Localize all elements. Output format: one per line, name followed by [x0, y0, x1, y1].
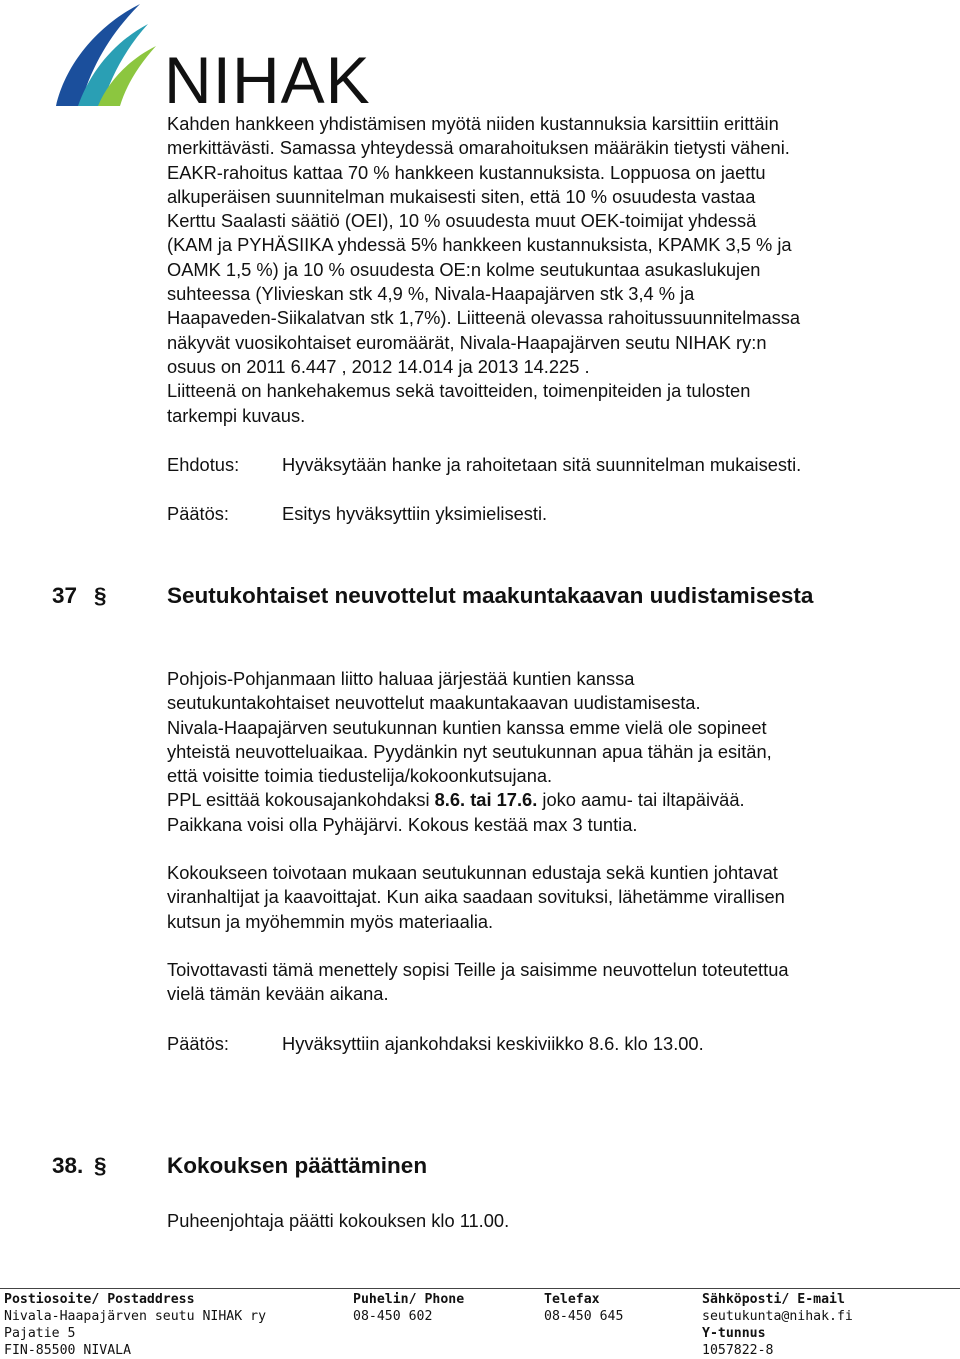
business-id-header: Y-tunnus [702, 1326, 766, 1341]
text-line: Puheenjohtaja päätti kokouksen klo 11.00. [167, 1210, 510, 1231]
text-line: viranhaltijat ja kaavoittajat. Kun aika saadaan sovituksi, lähetämme virallisen [167, 886, 785, 908]
address-header: Postiosoite/ Postaddress [4, 1292, 195, 1307]
text-line: että voisitte toimia tiedustelija/kokoonkutsujana. [167, 765, 553, 787]
text-line: merkittävästi. Samassa yhteydessä omarahoituksen määräkin tietysti väheni. [167, 137, 790, 159]
proposal-row [167, 453, 801, 477]
phone-header: Puhelin/ Phone [353, 1292, 465, 1307]
section-number: 38. [52, 1153, 84, 1178]
address-line: Nivala-Haapajärven seutu NIHAK ry [4, 1309, 267, 1324]
decision-label: Päätös: [167, 1033, 229, 1054]
footer-email [702, 1291, 853, 1359]
text-line: yhteistä neuvotteluaikaa. Pyydänkin nyt seutukunnan apua tähän ja esitän, [167, 740, 772, 762]
ppl-date-1: 8.6. [434, 789, 466, 811]
text-line: osuus on 2011 6.447 , 2012 14.014 ja 2013 14.225 . [167, 355, 590, 377]
proposal-text: Hyväksytään hanke ja rahoitetaan sitä suunnitelman mukaisesti. [282, 454, 802, 475]
footer-address [4, 1291, 266, 1359]
item37-paragraph-3 [167, 958, 907, 1007]
ppl-or: tai [465, 789, 497, 811]
fax-value: 08-450 645 [544, 1309, 624, 1324]
footer-divider [0, 1288, 960, 1289]
text-line: OAMK 1,5 %) ja 10 % osuudesta OE:n kolme seutukuntaa asukaslukujen [167, 258, 761, 280]
footer-fax [544, 1291, 623, 1325]
email-header: Sähköposti/ E-mail [702, 1292, 845, 1307]
section-number: 37 [52, 583, 78, 608]
decision-text: Hyväksyttiin ajankohdaksi keskiviikko 8.6. klo 13.00. [282, 1033, 704, 1054]
fax-header: Telefax [544, 1292, 600, 1307]
section-title: Kokouksen päättäminen [167, 1153, 428, 1178]
text-line: EAKR-rahoitus kattaa 70 % hankkeen kustannuksista. Loppuosa on jaettu [167, 161, 766, 183]
section-heading-37 [52, 582, 813, 610]
intro-paragraph [167, 112, 907, 428]
decision-row [167, 502, 547, 526]
text-line: Pohjois-Pohjanmaan liitto haluaa järjestää kuntien kanssa [167, 668, 635, 689]
text-line: Toivottavasti tämä menettely sopisi Teille ja saisimme neuvottelun toteutettua [167, 959, 789, 980]
text-line: Kerttu Saalasti säätiö (OEI), 10 % osuudesta muut OEK-toimijat yhdessä [167, 210, 757, 232]
ppl-proposal-line [167, 788, 907, 812]
nihak-logo [52, 2, 371, 117]
text-line: kutsun ja myöhemmin myös materiaalia. [167, 910, 494, 932]
text-line: seutukuntakohtaiset neuvottelut maakuntakaavan uudistamisesta. [167, 692, 701, 714]
ppl-suffix: joko aamu- tai iltapäivää. [537, 789, 745, 811]
phone-value: 08-450 602 [353, 1309, 433, 1324]
item37-paragraph-2 [167, 861, 907, 934]
ppl-date-2: 17.6. [496, 789, 538, 811]
text-line: (KAM ja PYHÄSIIKA yhdessä 5% hankkeen kustannuksista, KPAMK 3,5 % ja [167, 234, 792, 256]
section-heading-38 [52, 1152, 427, 1180]
text-line: Kahden hankkeen yhdistämisen myötä niiden kustannuksia karsittiin erittäin [167, 113, 779, 134]
section-sign: § [94, 583, 107, 608]
item38-text [167, 1209, 907, 1233]
footer-phone [353, 1291, 464, 1325]
decision-text: Esitys hyväksyttiin yksimielisesti. [282, 503, 548, 524]
text-line: Paikkana voisi olla Pyhäjärvi. Kokous kestää max 3 tuntia. [167, 813, 638, 835]
address-line: Pajatie 5 [4, 1326, 76, 1341]
decision-label: Päätös: [167, 503, 229, 524]
text-line: Liitteenä on hankehakemus sekä tavoitteiden, toimenpiteiden ja tulosten [167, 380, 751, 402]
business-id-value: 1057822-8 [702, 1343, 774, 1358]
section-sign: § [94, 1153, 107, 1178]
text-line: alkuperäisen suunnitelman mukaisesti siten, että 10 % osuudesta vastaa [167, 185, 756, 207]
proposal-label: Ehdotus: [167, 454, 240, 475]
text-line: näkyvät vuosikohtaiset euromäärät, Nivala-Haapajärven seutu NIHAK ry:n [167, 331, 767, 353]
text-line: Haapaveden-Siikalatvan stk 1,7%). Liitteenä olevassa rahoitussuunnitelmassa [167, 307, 801, 329]
section-title: Seutukohtaiset neuvottelut maakuntakaavan uudistamisesta [167, 583, 814, 608]
item37-decision-row [167, 1032, 704, 1056]
text-line: suhteessa (Ylivieskan stk 4,9 %, Nivala-Haapajärven stk 3,4 % ja [167, 283, 695, 305]
ppl-prefix: PPL esittää kokousajankohdaksi [167, 789, 435, 811]
email-value: seutukunta@nihak.fi [702, 1309, 853, 1324]
text-line: vielä tämän kevään aikana. [167, 983, 389, 1005]
text-line: tarkempi kuvaus. [167, 404, 306, 426]
text-line: Kokoukseen toivotaan mukaan seutukunnan edustaja sekä kuntien johtavat [167, 862, 778, 883]
text-line: Nivala-Haapajärven seutukunnan kuntien kanssa emme vielä ole sopineet [167, 716, 767, 738]
item37-paragraph-1 [167, 667, 907, 837]
address-line: FIN-85500 NIVALA [4, 1343, 132, 1358]
logo-wordmark: NIHAK [164, 43, 371, 117]
